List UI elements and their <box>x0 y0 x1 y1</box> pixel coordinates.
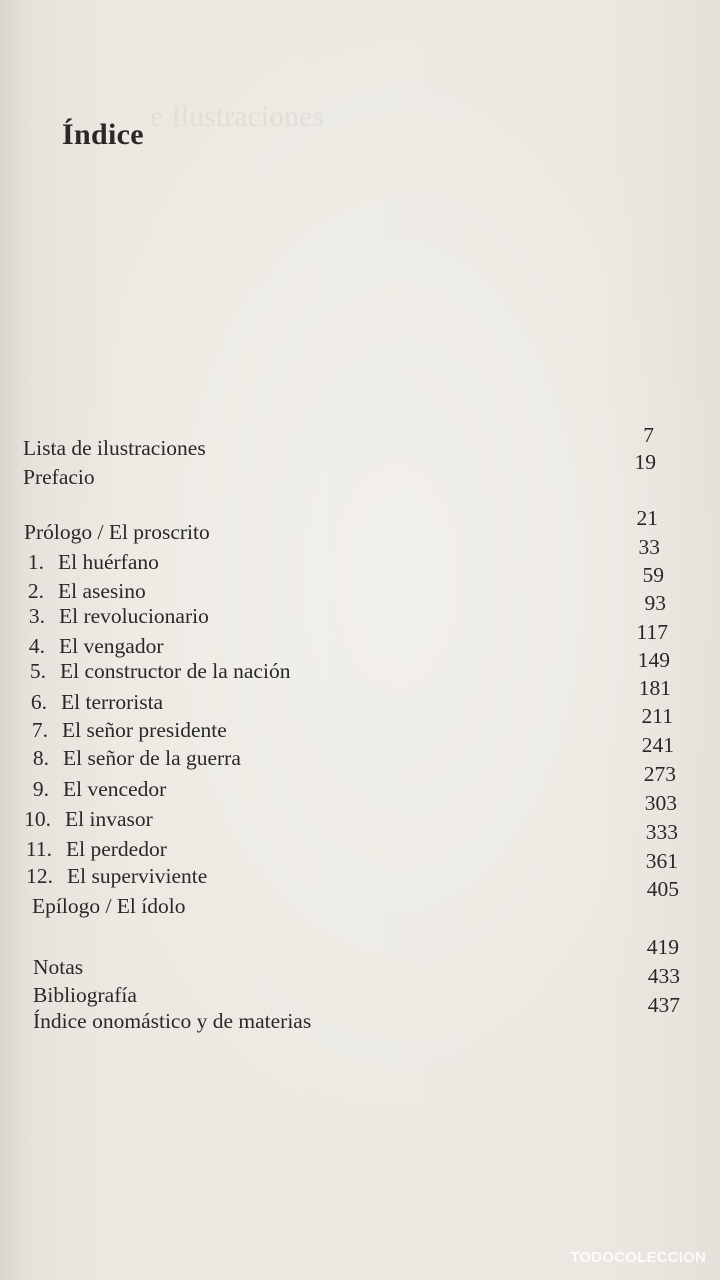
toc-entry-chapter-11 <box>8 839 167 861</box>
chapter-number: 12. <box>26 864 53 888</box>
chapter-title: El superviviente <box>67 864 208 888</box>
toc-entry-epilogue: Epílogo / El ídolo <box>32 894 186 918</box>
toc-entry-chapter-3 <box>1 606 209 628</box>
toc-entry-bibliography: Bibliografía <box>33 983 137 1007</box>
chapter-number: 4. <box>28 634 45 658</box>
toc-entry-notes: Notas <box>33 955 84 979</box>
chapter-number: 2. <box>27 579 44 603</box>
chapter-title: El señor de la guerra <box>63 746 241 770</box>
toc-entry-index: Índice onomástico y de materias <box>33 1009 312 1033</box>
watermark-logo: TODOCOLECCION <box>570 1249 706 1266</box>
toc-entry-chapter-4 <box>1 636 163 658</box>
toc-entry-chapter-1 <box>0 552 159 574</box>
chapter-title: El terrorista <box>61 690 164 714</box>
page-number: 419 <box>646 935 679 959</box>
page-title: Índice <box>62 118 144 152</box>
chapter-number: 8. <box>32 746 49 770</box>
chapter-title: El vencedor <box>63 777 167 801</box>
page-number: 93 <box>644 591 666 615</box>
toc-entry-list-of-illustrations: Lista de ilustraciones <box>23 436 206 460</box>
page-number: 303 <box>644 791 677 815</box>
page-number: 33 <box>638 535 660 559</box>
chapter-title: El constructor de la nación <box>60 659 291 683</box>
show-through-text: e Ilustraciones <box>150 100 325 133</box>
page-number: 19 <box>634 450 656 474</box>
chapter-number: 10. <box>24 807 51 831</box>
chapter-number: 6. <box>30 690 47 714</box>
page-number: 7 <box>643 423 654 447</box>
toc-entry-chapter-10 <box>7 809 153 831</box>
chapter-title: El perdedor <box>66 837 167 861</box>
page-number: 437 <box>647 993 680 1017</box>
toc-entry-chapter-8 <box>5 748 241 770</box>
chapter-number: 9. <box>32 777 49 801</box>
chapter-title: El señor presidente <box>62 718 227 742</box>
page-number: 59 <box>642 563 664 587</box>
page-number: 273 <box>643 762 676 786</box>
page-number: 211 <box>641 704 673 728</box>
chapter-number: 3. <box>28 604 45 628</box>
chapter-title: El huérfano <box>58 550 159 574</box>
chapter-number: 11. <box>25 837 52 861</box>
chapter-title: El invasor <box>65 807 153 831</box>
toc-entry-chapter-5 <box>2 661 290 683</box>
toc-entry-prologue: Prólogo / El proscrito <box>24 520 210 544</box>
page-number: 333 <box>645 820 678 844</box>
chapter-number: 5. <box>29 659 46 683</box>
page-number: 361 <box>645 849 678 873</box>
toc-entry-chapter-12 <box>9 866 207 888</box>
chapter-number: 7. <box>31 718 48 742</box>
page-number: 405 <box>646 877 679 901</box>
chapter-number: 1. <box>27 550 44 574</box>
toc-entry-chapter-2 <box>0 581 146 603</box>
show-through-text <box>110 150 116 177</box>
chapter-title: El revolucionario <box>59 604 209 628</box>
toc-entry-chapter-6 <box>3 692 163 714</box>
chapter-title: El asesino <box>58 579 146 603</box>
toc-entry-chapter-7 <box>4 720 227 742</box>
page-number: 241 <box>641 733 674 757</box>
page-number: 21 <box>636 506 658 530</box>
page-number: 117 <box>636 620 668 644</box>
toc-entry-preface: Prefacio <box>23 465 95 489</box>
page-number: 433 <box>647 964 680 988</box>
page-number: 181 <box>638 676 671 700</box>
page-number: 149 <box>637 648 670 672</box>
chapter-title: El vengador <box>59 634 164 658</box>
toc-entry-chapter-9 <box>5 779 166 801</box>
